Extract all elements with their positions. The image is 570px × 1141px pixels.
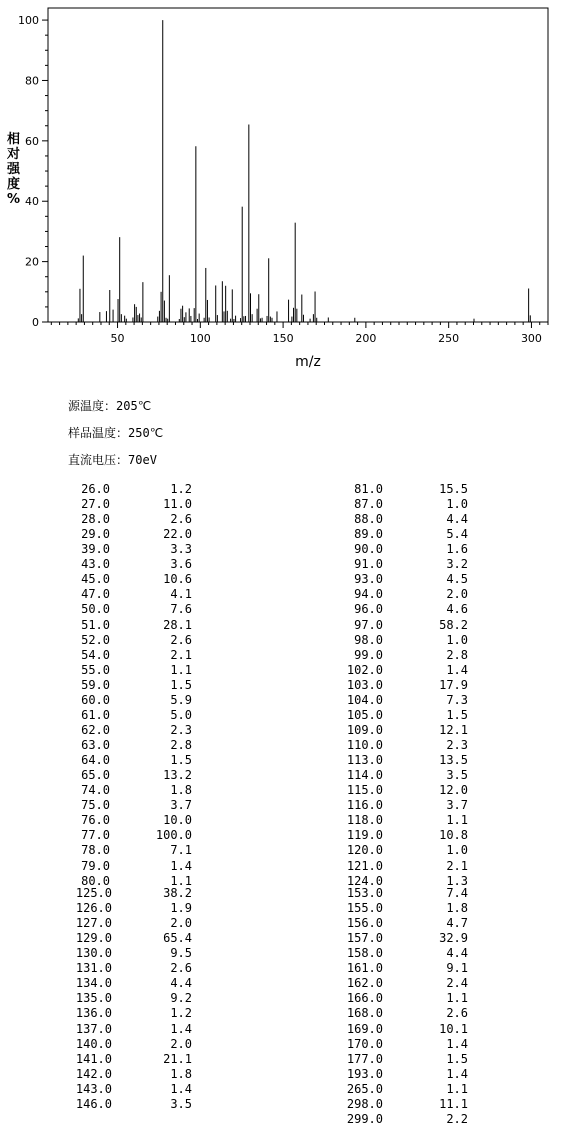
x-tick-label: 150 <box>272 332 294 345</box>
condition-value: 250℃ <box>128 426 164 440</box>
intensity-value: 21.1 <box>163 1051 192 1066</box>
intensity-value: 3.2 <box>446 557 468 572</box>
intensity-value: 65.4 <box>163 931 192 946</box>
mz-value: 135.0 <box>75 991 112 1006</box>
y-axis-label-char: 度 <box>7 177 21 192</box>
intensity-value: 2.1 <box>446 858 468 873</box>
mz-value: 65.0 <box>81 768 110 783</box>
table-row <box>0 557 570 572</box>
mz-value: 59.0 <box>81 677 110 692</box>
mz-value: 146.0 <box>75 1096 112 1111</box>
intensity-value: 32.9 <box>439 931 468 946</box>
mz-value: 39.0 <box>81 542 110 557</box>
intensity-value: 4.7 <box>446 916 468 931</box>
mz-value: 131.0 <box>75 961 112 976</box>
intensity-value: 1.4 <box>446 662 468 677</box>
table-row <box>0 693 570 708</box>
intensity-value: 2.6 <box>446 1006 468 1021</box>
mz-value: 52.0 <box>81 632 110 647</box>
table-row <box>0 916 570 931</box>
table-row <box>0 542 570 557</box>
mz-value: 143.0 <box>75 1081 112 1096</box>
mz-value: 161.0 <box>346 961 383 976</box>
mz-value: 121.0 <box>346 858 383 873</box>
intensity-value: 1.5 <box>446 1051 468 1066</box>
mz-value: 102.0 <box>346 662 383 677</box>
mz-value: 87.0 <box>354 497 383 512</box>
intensity-value: 10.8 <box>439 828 468 843</box>
intensity-value: 1.0 <box>446 843 468 858</box>
table-row <box>0 783 570 798</box>
table-row <box>0 768 570 783</box>
intensity-value: 2.6 <box>170 512 192 527</box>
table-row <box>0 1067 570 1082</box>
table-row <box>0 991 570 1006</box>
mz-value: 80.0 <box>81 873 110 888</box>
intensity-value: 1.4 <box>446 1036 468 1051</box>
mz-value: 60.0 <box>81 692 110 707</box>
y-tick-label: 40 <box>25 195 39 209</box>
table-row <box>0 618 570 633</box>
mz-value: 153.0 <box>346 886 383 900</box>
intensity-value: 2.2 <box>446 1111 468 1126</box>
mz-value: 118.0 <box>346 813 383 828</box>
intensity-value: 1.1 <box>446 1081 468 1096</box>
table-row <box>0 931 570 946</box>
intensity-value: 1.9 <box>170 901 192 916</box>
intensity-value: 2.6 <box>170 961 192 976</box>
intensity-value: 1.3 <box>446 873 468 888</box>
x-tick-label: 250 <box>438 332 460 345</box>
mz-value: 155.0 <box>346 901 383 916</box>
mz-value: 157.0 <box>346 931 383 946</box>
mz-value: 156.0 <box>346 916 383 931</box>
mz-value: 109.0 <box>346 722 383 737</box>
y-tick-label: 80 <box>25 74 39 88</box>
intensity-value: 4.6 <box>446 602 468 617</box>
mz-value: 96.0 <box>354 602 383 617</box>
intensity-value: 5.0 <box>170 707 192 722</box>
mz-value: 162.0 <box>346 976 383 991</box>
table-row <box>0 1082 570 1097</box>
mz-value: 90.0 <box>354 542 383 557</box>
mz-value: 45.0 <box>81 572 110 587</box>
intensity-value: 9.1 <box>446 961 468 976</box>
mz-value: 75.0 <box>81 798 110 813</box>
mz-value: 298.0 <box>346 1096 383 1111</box>
mz-value: 127.0 <box>75 916 112 931</box>
mz-value: 170.0 <box>346 1036 383 1051</box>
mz-value: 43.0 <box>81 557 110 572</box>
y-axis-label-char: 对 <box>7 147 21 162</box>
intensity-value: 1.4 <box>170 1081 192 1096</box>
intensity-value: 1.4 <box>446 1066 468 1081</box>
table-row <box>0 1037 570 1052</box>
intensity-value: 1.4 <box>170 1021 192 1036</box>
mz-value: 89.0 <box>354 527 383 542</box>
mz-value: 120.0 <box>346 843 383 858</box>
mz-value: 27.0 <box>81 497 110 512</box>
table-row <box>0 946 570 961</box>
table-row <box>0 512 570 527</box>
mz-value: 97.0 <box>354 617 383 632</box>
intensity-value: 4.4 <box>446 946 468 961</box>
intensity-value: 58.2 <box>439 617 468 632</box>
condition-label: 样品温度： <box>68 426 129 440</box>
mz-value: 91.0 <box>354 557 383 572</box>
mz-value: 299.0 <box>346 1111 383 1126</box>
y-tick-label: 60 <box>25 134 39 148</box>
mz-value: 140.0 <box>75 1036 112 1051</box>
mz-value: 54.0 <box>81 647 110 662</box>
table-row <box>0 901 570 916</box>
mz-value: 137.0 <box>75 1021 112 1036</box>
table-row <box>0 1052 570 1067</box>
table-row <box>0 828 570 843</box>
intensity-value: 2.0 <box>170 916 192 931</box>
mz-value: 134.0 <box>75 976 112 991</box>
condition-label: 源温度： <box>68 399 117 413</box>
y-tick-label: 100 <box>18 14 39 28</box>
intensity-value: 2.8 <box>170 738 192 753</box>
x-tick-label: 300 <box>520 332 542 345</box>
intensity-value: 1.1 <box>170 873 192 888</box>
intensity-value: 1.0 <box>446 632 468 647</box>
intensity-value: 1.1 <box>446 991 468 1006</box>
mz-value: 55.0 <box>81 662 110 677</box>
intensity-value: 2.6 <box>170 632 192 647</box>
mz-value: 99.0 <box>354 647 383 662</box>
mz-value: 105.0 <box>346 707 383 722</box>
mz-value: 141.0 <box>75 1051 112 1066</box>
table-row <box>0 1022 570 1037</box>
mz-value: 115.0 <box>346 783 383 798</box>
condition-value: 70eV <box>128 453 157 467</box>
intensity-value: 1.1 <box>446 813 468 828</box>
y-axis-label-char: 强 <box>7 162 21 177</box>
intensity-value: 2.4 <box>446 976 468 991</box>
table-row <box>0 798 570 813</box>
mz-value: 61.0 <box>81 707 110 722</box>
intensity-value: 10.0 <box>163 813 192 828</box>
intensity-value: 2.0 <box>446 587 468 602</box>
intensity-value: 1.8 <box>446 901 468 916</box>
table-row <box>0 527 570 542</box>
table-row <box>0 813 570 828</box>
table-row <box>0 843 570 858</box>
condition-line <box>68 424 163 441</box>
intensity-value: 1.4 <box>170 858 192 873</box>
condition-label: 直流电压： <box>68 453 129 467</box>
mz-value: 130.0 <box>75 946 112 961</box>
intensity-value: 4.4 <box>446 512 468 527</box>
intensity-value: 22.0 <box>163 527 192 542</box>
mz-value: 116.0 <box>346 798 383 813</box>
intensity-value: 1.5 <box>170 677 192 692</box>
intensity-value: 1.2 <box>170 482 192 496</box>
intensity-value: 7.3 <box>446 692 468 707</box>
intensity-value: 13.5 <box>439 753 468 768</box>
x-axis-label: m/z <box>295 354 321 370</box>
mz-value: 125.0 <box>75 886 112 900</box>
y-tick-label: 20 <box>25 255 39 269</box>
mz-value: 129.0 <box>75 931 112 946</box>
intensity-value: 1.8 <box>170 783 192 798</box>
intensity-value: 12.1 <box>439 722 468 737</box>
mz-value: 177.0 <box>346 1051 383 1066</box>
intensity-value: 3.3 <box>170 542 192 557</box>
intensity-value: 2.3 <box>446 738 468 753</box>
mz-value: 63.0 <box>81 738 110 753</box>
intensity-value: 4.5 <box>446 572 468 587</box>
intensity-value: 2.8 <box>446 647 468 662</box>
intensity-value: 9.2 <box>170 991 192 1006</box>
mz-value: 81.0 <box>354 482 383 496</box>
table-row <box>0 961 570 976</box>
mz-value: 64.0 <box>81 753 110 768</box>
table-row <box>0 602 570 617</box>
intensity-value: 12.0 <box>439 783 468 798</box>
x-tick-label: 200 <box>355 332 377 345</box>
x-tick-label: 100 <box>189 332 211 345</box>
intensity-value: 7.6 <box>170 602 192 617</box>
mz-value: 110.0 <box>346 738 383 753</box>
mz-value: 47.0 <box>81 587 110 602</box>
intensity-value: 9.5 <box>170 946 192 961</box>
mz-value: 88.0 <box>354 512 383 527</box>
table-row <box>0 738 570 753</box>
mz-value: 136.0 <box>75 1006 112 1021</box>
intensity-value: 10.1 <box>439 1021 468 1036</box>
condition-line <box>68 451 157 468</box>
mz-value: 51.0 <box>81 617 110 632</box>
table-row <box>0 976 570 991</box>
condition-value: 205℃ <box>116 399 152 413</box>
mz-value: 76.0 <box>81 813 110 828</box>
intensity-value: 3.7 <box>170 798 192 813</box>
intensity-value: 4.1 <box>170 587 192 602</box>
intensity-value: 1.2 <box>170 1006 192 1021</box>
x-tick-label: 50 <box>110 332 125 345</box>
intensity-value: 28.1 <box>163 617 192 632</box>
mz-value: 26.0 <box>81 482 110 496</box>
table-row <box>0 633 570 648</box>
intensity-value: 1.5 <box>170 753 192 768</box>
intensity-value: 5.9 <box>170 692 192 707</box>
intensity-value: 3.5 <box>170 1096 192 1111</box>
mz-value: 29.0 <box>81 527 110 542</box>
intensity-value: 15.5 <box>439 482 468 496</box>
mz-value: 114.0 <box>346 768 383 783</box>
mz-value: 93.0 <box>354 572 383 587</box>
mz-value: 50.0 <box>81 602 110 617</box>
table-row <box>0 859 570 874</box>
table-row <box>0 1006 570 1021</box>
table-row <box>0 497 570 512</box>
table-row <box>0 723 570 738</box>
intensity-value: 3.5 <box>446 768 468 783</box>
intensity-value: 7.4 <box>446 886 468 900</box>
intensity-value: 1.1 <box>170 662 192 677</box>
mz-value: 94.0 <box>354 587 383 602</box>
mz-value: 193.0 <box>346 1066 383 1081</box>
intensity-value: 11.0 <box>163 497 192 512</box>
table-row <box>0 648 570 663</box>
y-axis-label-char: 相 <box>7 132 21 147</box>
intensity-value: 11.1 <box>439 1096 468 1111</box>
intensity-value: 17.9 <box>439 677 468 692</box>
y-tick-label: 0 <box>32 316 39 329</box>
intensity-value: 2.3 <box>170 722 192 737</box>
mz-value: 168.0 <box>346 1006 383 1021</box>
intensity-value: 2.0 <box>170 1036 192 1051</box>
mz-value: 62.0 <box>81 722 110 737</box>
table-row <box>0 587 570 602</box>
table-row <box>0 663 570 678</box>
intensity-value: 5.4 <box>446 527 468 542</box>
intensity-value: 10.6 <box>163 572 192 587</box>
table-row <box>0 678 570 693</box>
mz-value: 119.0 <box>346 828 383 843</box>
mz-value: 74.0 <box>81 783 110 798</box>
intensity-value: 3.7 <box>446 798 468 813</box>
table-row <box>0 708 570 723</box>
table-row <box>0 753 570 768</box>
table-row <box>0 1097 570 1112</box>
intensity-value: 1.8 <box>170 1066 192 1081</box>
intensity-value: 4.4 <box>170 976 192 991</box>
table-row <box>0 886 570 901</box>
plot-frame <box>48 8 548 322</box>
mz-value: 166.0 <box>346 991 383 1006</box>
mz-value: 113.0 <box>346 753 383 768</box>
mz-value: 104.0 <box>346 692 383 707</box>
mz-value: 158.0 <box>346 946 383 961</box>
intensity-value: 100.0 <box>155 828 192 843</box>
y-axis-label-char: % <box>7 192 21 207</box>
mz-value: 28.0 <box>81 512 110 527</box>
mz-value: 142.0 <box>75 1066 112 1081</box>
mz-value: 77.0 <box>81 828 110 843</box>
intensity-value: 1.5 <box>446 707 468 722</box>
intensity-value: 38.2 <box>163 886 192 900</box>
condition-line <box>68 397 151 414</box>
intensity-value: 13.2 <box>163 768 192 783</box>
mz-value: 169.0 <box>346 1021 383 1036</box>
mz-value: 126.0 <box>75 901 112 916</box>
intensity-value: 1.0 <box>446 497 468 512</box>
mz-value: 124.0 <box>346 873 383 888</box>
mz-value: 98.0 <box>354 632 383 647</box>
mass-spectrum-chart <box>0 0 570 380</box>
mz-value: 79.0 <box>81 858 110 873</box>
intensity-value: 3.6 <box>170 557 192 572</box>
intensity-value: 7.1 <box>170 843 192 858</box>
mz-value: 265.0 <box>346 1081 383 1096</box>
mz-value: 103.0 <box>346 677 383 692</box>
intensity-value: 2.1 <box>170 647 192 662</box>
table-row <box>0 482 570 497</box>
mz-value: 78.0 <box>81 843 110 858</box>
table-row <box>0 1112 570 1127</box>
table-row <box>0 572 570 587</box>
intensity-value: 1.6 <box>446 542 468 557</box>
